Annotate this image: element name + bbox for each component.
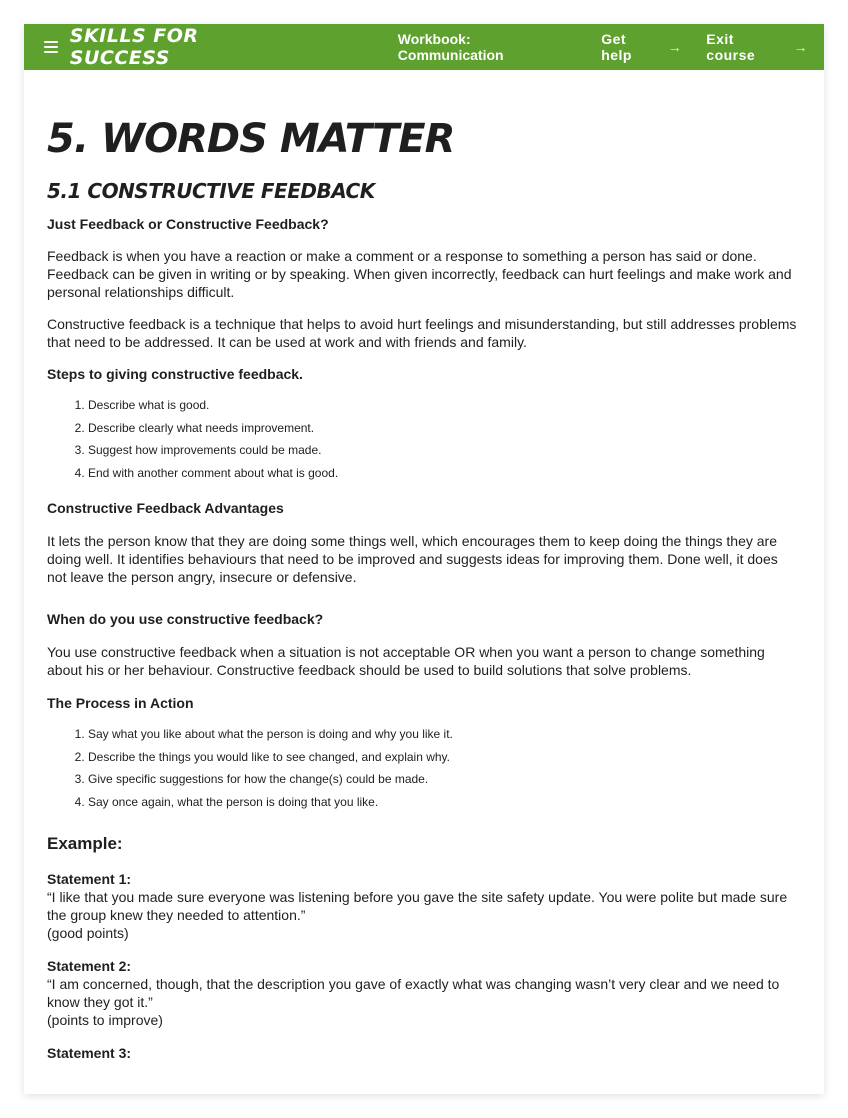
statement-quote: “I am concerned, though, that the description you gave of exactly what was changing wasn’t very clear and we need to know they got it.”: [47, 976, 780, 1010]
when-heading: When do you use constructive feedback?: [47, 611, 324, 627]
process-heading: The Process in Action: [47, 695, 194, 711]
steps-list: [47, 394, 801, 484]
get-help-label: Get help: [601, 31, 632, 63]
top-bar: [24, 24, 824, 70]
course-frame: [24, 24, 824, 1094]
statement-note: (points to improve): [47, 1012, 163, 1028]
statement-3: [47, 1044, 801, 1062]
list-item: 1. Describe what is good.: [88, 394, 801, 417]
hamburger-menu-icon[interactable]: [44, 41, 58, 53]
main-content: [24, 117, 824, 1062]
statement-quote: “I like that you made sure everyone was listening before you gave the site safety update. You were polite but made sure the group knew they needed to attention.”: [47, 889, 788, 923]
arrow-right-icon: →: [793, 39, 809, 55]
steps-heading: Steps to giving constructive feedback.: [47, 366, 303, 382]
arrow-right-icon: →: [667, 39, 683, 55]
example-heading: Example:: [47, 834, 123, 853]
list-item: 3. Suggest how improvements could be made.: [88, 439, 801, 462]
statement-1: [47, 870, 801, 942]
list-item: 3. Give specific suggestions for how the change(s) could be made.: [88, 768, 801, 791]
statement-note: (good points): [47, 925, 129, 941]
statement-label: Statement 1:: [47, 871, 132, 887]
advantages-heading: Constructive Feedback Advantages: [47, 500, 284, 516]
exit-course-link[interactable]: [706, 31, 808, 63]
list-item: 2. Describe clearly what needs improvement.: [88, 417, 801, 440]
workbook-title: Workbook: Communication: [397, 31, 504, 63]
list-item: 2. Describe the things you would like to see changed, and explain why.: [88, 746, 801, 769]
list-item: 1. Say what you like about what the person is doing and why you like it.: [88, 723, 801, 746]
statement-2: [47, 957, 801, 1029]
intro-paragraph-2: Constructive feedback is a technique that helps to avoid hurt feelings and misunderstanding, but still addresses problems that need to be addressed. It can be used at work and with friends and family.: [47, 316, 797, 350]
list-item: 4. Say once again, what the person is doing that you like.: [88, 791, 801, 814]
process-list: [47, 723, 801, 813]
statement-label: Statement 3:: [47, 1045, 132, 1061]
intro-heading: Just Feedback or Constructive Feedback?: [47, 216, 329, 232]
brand-logo[interactable]: SKILLS FOR SUCCESS: [69, 25, 199, 69]
exit-course-label: Exit course: [706, 31, 756, 63]
get-help-link[interactable]: [601, 31, 682, 63]
list-item: 4. End with another comment about what is good.: [88, 462, 801, 485]
statement-label: Statement 2:: [47, 958, 132, 974]
when-paragraph: You use constructive feedback when a situation is not acceptable OR when you want a person to change something about his or her behaviour. Constructive feedback should be used to build solutions that solve problems.: [47, 644, 765, 678]
section-title: 5.1 CONSTRUCTIVE FEEDBACK: [47, 179, 375, 203]
page-title: 5. WORDS MATTER: [47, 116, 455, 162]
intro-paragraph-1: Feedback is when you have a reaction or make a comment or a response to something a person has said or done. Feedback can be given in writing or by speaking. When given incorrectly, feedback can hurt feelings and make work and personal relationships difficult.: [47, 248, 792, 300]
advantages-paragraph: It lets the person know that they are doing some things well, which encourages them to keep doing the things they are doing well. It identifies behaviours that need to be improved and suggests ideas for improving them. Done well, it does not leave the person angry, insecure or defensive.: [47, 533, 778, 585]
